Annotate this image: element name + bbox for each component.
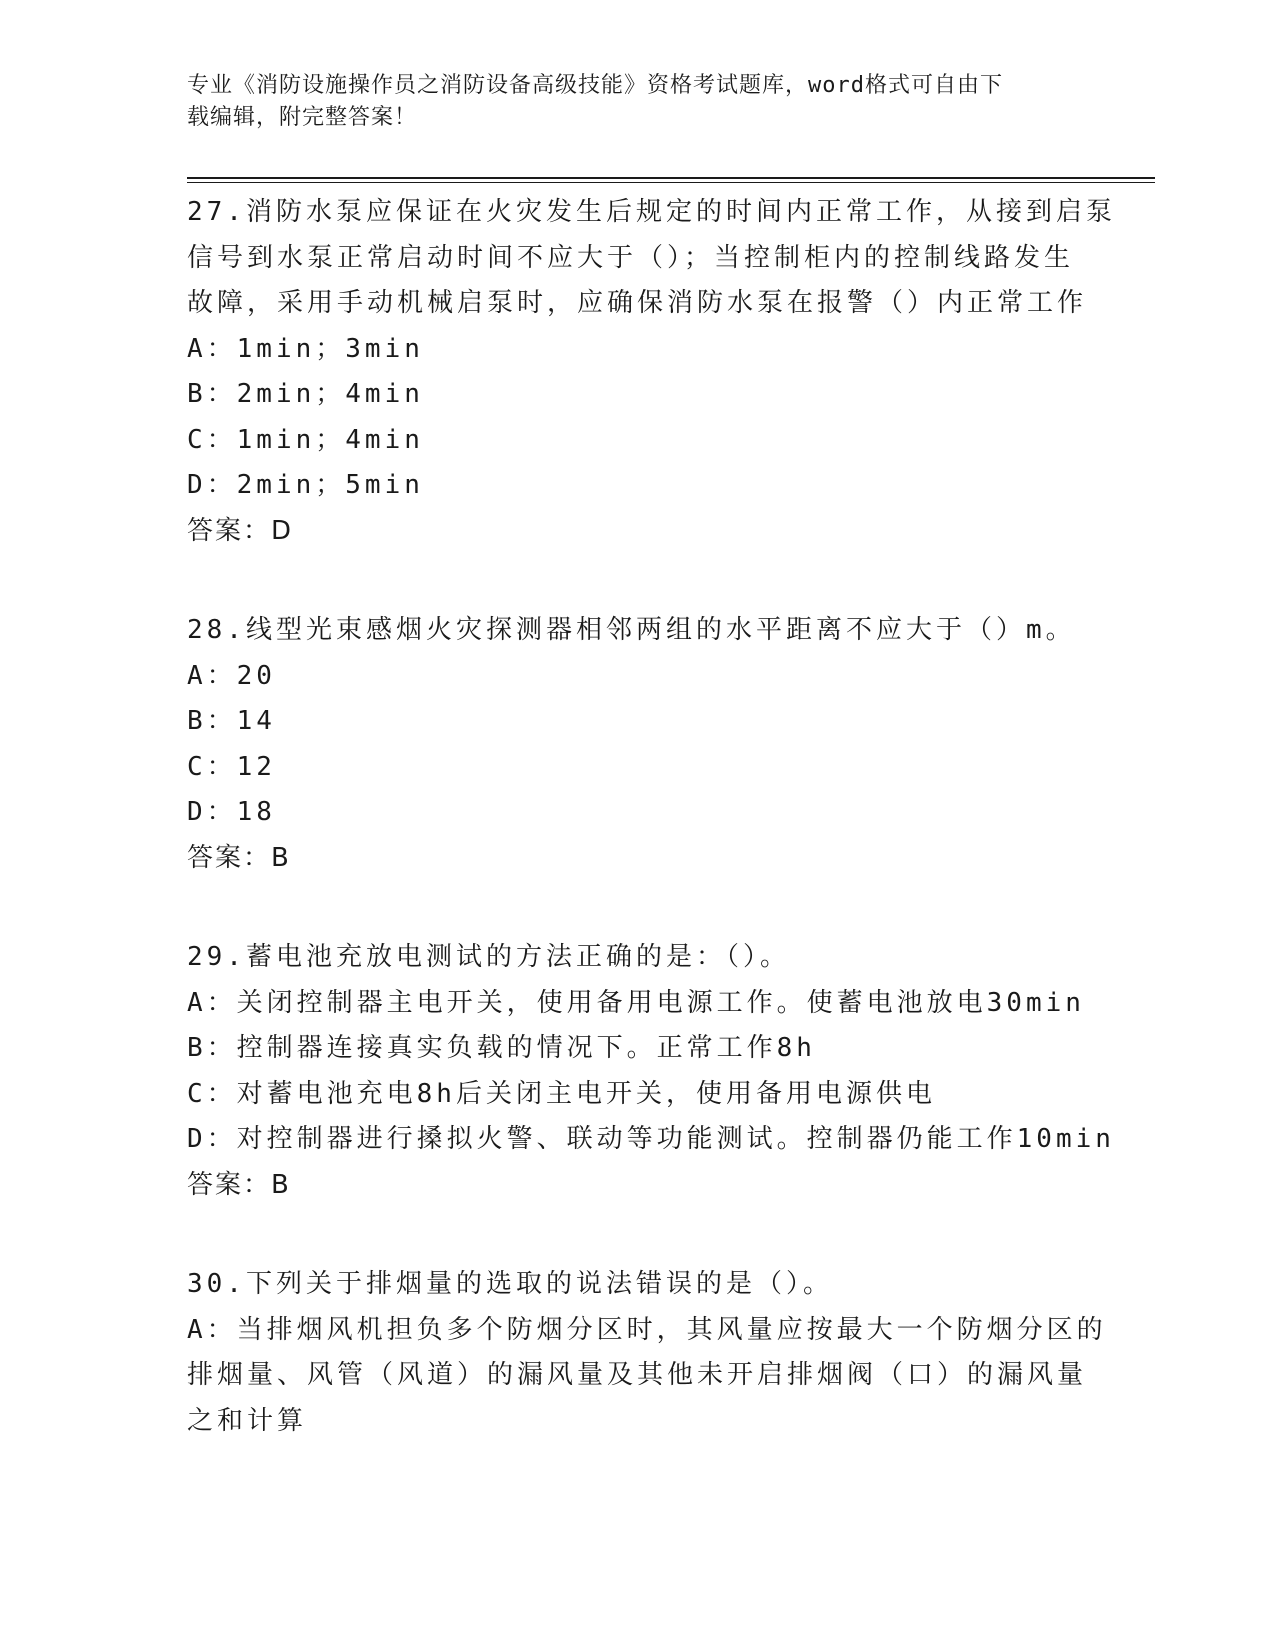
answer-line: 答案：B [187,842,291,873]
header-line-2: 载编辑，附完整答案！ [187,105,418,130]
option-c: C：12 [187,751,276,782]
question-stem-line: 30.下列关于排烟量的选取的说法错误的是（）。 [187,1269,833,1299]
option-c: C：1min；4min [187,424,424,455]
header-line-1: 专业《消防设施操作员之消防设备高级技能》资格考试题库，word格式可自由下 [187,73,1003,98]
option-b: B：14 [187,706,276,736]
option-a: A：20 [187,660,276,691]
option-b: B：2min；4min [187,379,424,409]
question-stem-line: 27.消防水泵应保证在火灾发生后规定的时间内正常工作，从接到启泵 [187,197,1116,227]
option-a-continued: 排烟量、风管（风道）的漏风量及其他未开启排烟阀（口）的漏风量 [187,1360,1088,1390]
question-29 [187,935,1115,1208]
option-c: C：对蓄电池充电8h后关闭主电开关，使用备用电源供电 [187,1078,936,1109]
question-stem-line: 信号到水泵正常启动时间不应大于（）；当控制柜内的控制线路发生 [187,242,1075,273]
header-divider-bottom [187,182,1155,183]
option-a: A：当排烟风机担负多个防烟分区时，其风量应按最大一个防烟分区的 [187,1314,1107,1345]
option-d: D：18 [187,797,276,827]
question-stem-line: 28.线型光束感烟火灾探测器相邻两组的水平距离不应大于（）m。 [187,615,1076,645]
option-a-continued: 之和计算 [187,1405,308,1436]
question-list [187,190,1116,1498]
answer-line: 答案：D [187,515,294,546]
option-d: D：2min；5min [187,470,424,500]
option-a: A：关闭控制器主电开关，使用备用电源工作。使蓄电池放电30min [187,987,1085,1018]
option-b: B：控制器连接真实负载的情况下。正常工作8h [187,1033,816,1063]
question-30 [187,1262,1107,1444]
answer-line: 答案：B [187,1169,291,1200]
question-stem-line: 29.蓄电池充放电测试的方法正确的是：（）。 [187,942,790,972]
option-d: D：对控制器进行搡拟火警、联动等功能测试。控制器仍能工作10min [187,1124,1115,1154]
question-28 [187,608,1087,881]
header-divider-top [187,177,1155,179]
document-header [187,70,1067,134]
question-27 [187,190,1116,554]
option-a: A：1min；3min [187,333,424,364]
question-stem-line: 故障，采用手动机械启泵时，应确保消防水泵在报警（）内正常工作 [187,288,1088,318]
